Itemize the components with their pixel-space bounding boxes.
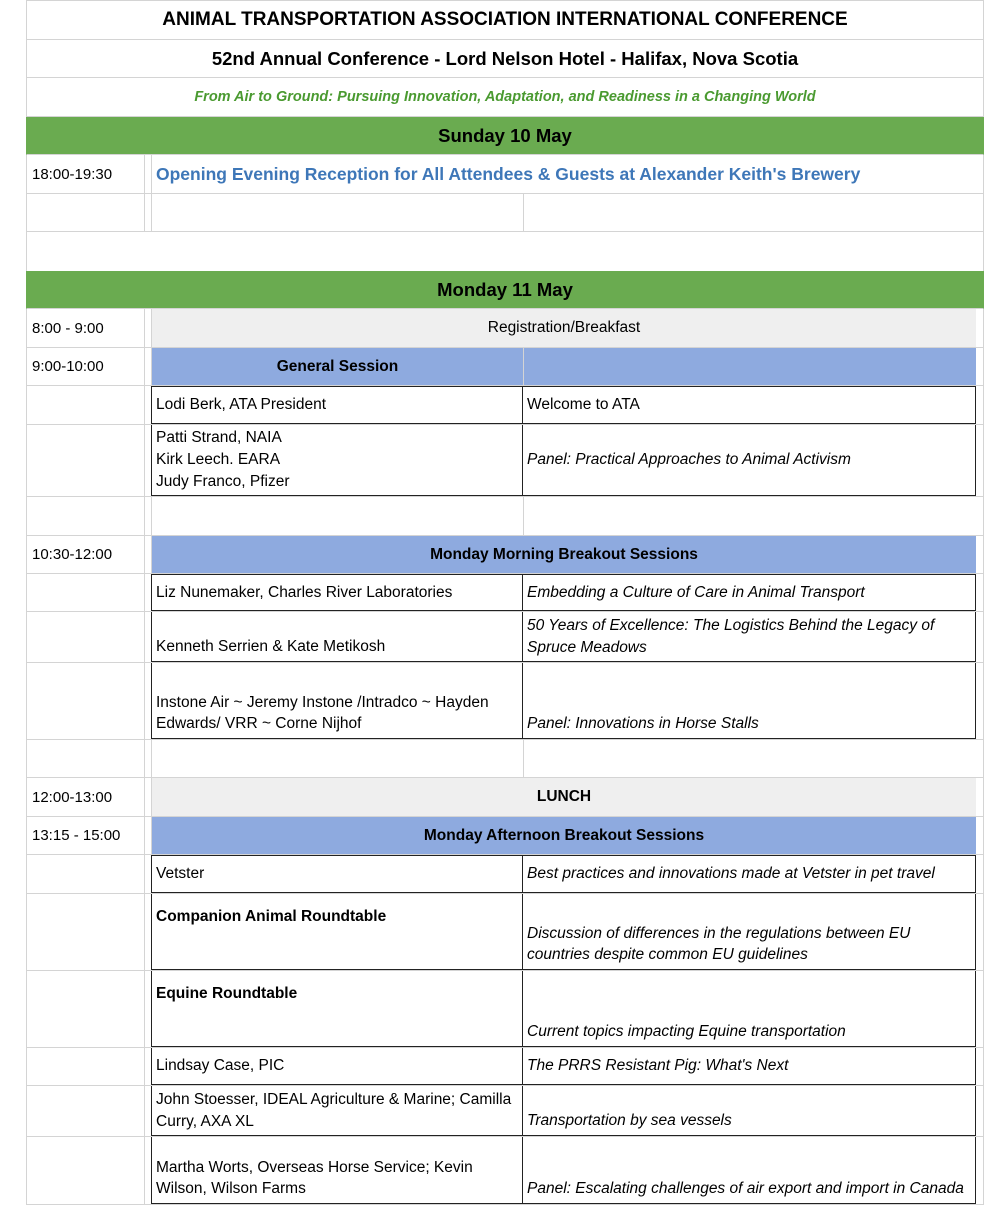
schedule-sheet bbox=[26, 0, 984, 1205]
afternoon-breakout-header: Monday Afternoon Breakout Sessions bbox=[151, 817, 976, 854]
time-cell: 13:15 - 15:00 bbox=[27, 817, 145, 854]
registration-text: Registration/Breakfast bbox=[151, 309, 976, 347]
lunch-text: LUNCH bbox=[151, 778, 976, 816]
day-label: Sunday 10 May bbox=[438, 124, 572, 146]
speaker-cell: John Stoesser, IDEAL Agriculture & Marine; Camilla Curry, AXA XL bbox=[151, 1086, 523, 1136]
lunch-row bbox=[26, 778, 984, 817]
session-row bbox=[26, 663, 984, 740]
speaker-cell: Equine Roundtable bbox=[151, 971, 523, 1047]
empty-row bbox=[26, 194, 984, 232]
speaker-cell: Lodi Berk, ATA President bbox=[151, 386, 523, 424]
time-cell: 8:00 - 9:00 bbox=[27, 309, 145, 347]
conference-subtitle: 52nd Annual Conference - Lord Nelson Hotel - Halifax, Nova Scotia bbox=[211, 47, 799, 69]
topic-cell: Panel: Practical Approaches to Animal Activism bbox=[523, 425, 976, 496]
morning-breakout-header: Monday Morning Breakout Sessions bbox=[151, 536, 976, 573]
reception-row bbox=[26, 155, 984, 194]
day-label: Monday 11 May bbox=[437, 278, 573, 300]
speaker-cell: Kenneth Serrien & Kate Metikosh bbox=[151, 612, 523, 662]
topic-cell: Embedding a Culture of Care in Animal Transport bbox=[523, 574, 976, 611]
time-cell: 9:00-10:00 bbox=[27, 348, 145, 385]
topic-cell: Current topics impacting Equine transportation bbox=[523, 971, 976, 1047]
speaker-cell: Instone Air ~ Jeremy Instone /Intradco ~ Hayden Edwards/ VRR ~ Corne Nijhof bbox=[151, 663, 523, 739]
time-cell: 10:30-12:00 bbox=[27, 536, 145, 573]
empty-row bbox=[26, 740, 984, 778]
conference-subtitle-row bbox=[26, 40, 984, 78]
day-header-monday bbox=[26, 271, 984, 309]
conference-title: ANIMAL TRANSPORTATION ASSOCIATION INTERNATIONAL CONFERENCE bbox=[162, 9, 848, 30]
speaker-cell: Patti Strand, NAIA Kirk Leech. EARA Judy Franco, Pfizer bbox=[151, 425, 523, 496]
day-header-sunday bbox=[26, 117, 984, 155]
speaker-cell: Vetster bbox=[151, 855, 523, 893]
session-row bbox=[26, 1137, 984, 1205]
conference-theme-row bbox=[26, 78, 984, 117]
session-row bbox=[26, 1086, 984, 1137]
topic-cell: Panel: Escalating challenges of air export and import in Canada bbox=[523, 1137, 976, 1204]
topic-cell: 50 Years of Excellence: The Logistics Behind the Legacy of Spruce Meadows bbox=[523, 612, 976, 662]
empty-row bbox=[26, 497, 984, 536]
session-row bbox=[26, 612, 984, 663]
speaker-cell: Lindsay Case, PIC bbox=[151, 1048, 523, 1085]
conference-theme: From Air to Ground: Pursuing Innovation, Adaptation, and Readiness in a Changing World bbox=[194, 89, 816, 105]
afternoon-breakout-header-row bbox=[26, 817, 984, 855]
topic-cell: Welcome to ATA bbox=[523, 386, 976, 424]
conference-title-row bbox=[26, 0, 984, 40]
spacer-row bbox=[26, 232, 984, 271]
session-row bbox=[26, 574, 984, 612]
topic-cell: Discussion of differences in the regulations between EU countries despite common EU guidelines bbox=[523, 894, 976, 970]
session-row bbox=[26, 971, 984, 1048]
time-cell: 12:00-13:00 bbox=[27, 778, 145, 816]
session-row bbox=[26, 855, 984, 894]
topic-cell: The PRRS Resistant Pig: What's Next bbox=[523, 1048, 976, 1085]
topic-cell: Transportation by sea vessels bbox=[523, 1086, 976, 1136]
session-row bbox=[26, 894, 984, 971]
topic-cell: Panel: Innovations in Horse Stalls bbox=[523, 663, 976, 739]
time-cell: 18:00-19:30 bbox=[27, 155, 145, 193]
registration-row bbox=[26, 309, 984, 348]
general-session-header-row bbox=[26, 348, 984, 386]
topic-cell: Best practices and innovations made at Vetster in pet travel bbox=[523, 855, 976, 893]
general-session-header: General Session bbox=[151, 348, 523, 385]
speaker-cell: Companion Animal Roundtable bbox=[151, 894, 523, 970]
session-row bbox=[26, 386, 984, 425]
session-row bbox=[26, 1048, 984, 1086]
speaker-cell: Martha Worts, Overseas Horse Service; Kevin Wilson, Wilson Farms bbox=[151, 1137, 523, 1204]
reception-text: Opening Evening Reception for All Attendees & Guests at Alexander Keith's Brewery bbox=[151, 155, 976, 193]
speaker-cell: Liz Nunemaker, Charles River Laboratories bbox=[151, 574, 523, 611]
session-row bbox=[26, 425, 984, 497]
morning-breakout-header-row bbox=[26, 536, 984, 574]
